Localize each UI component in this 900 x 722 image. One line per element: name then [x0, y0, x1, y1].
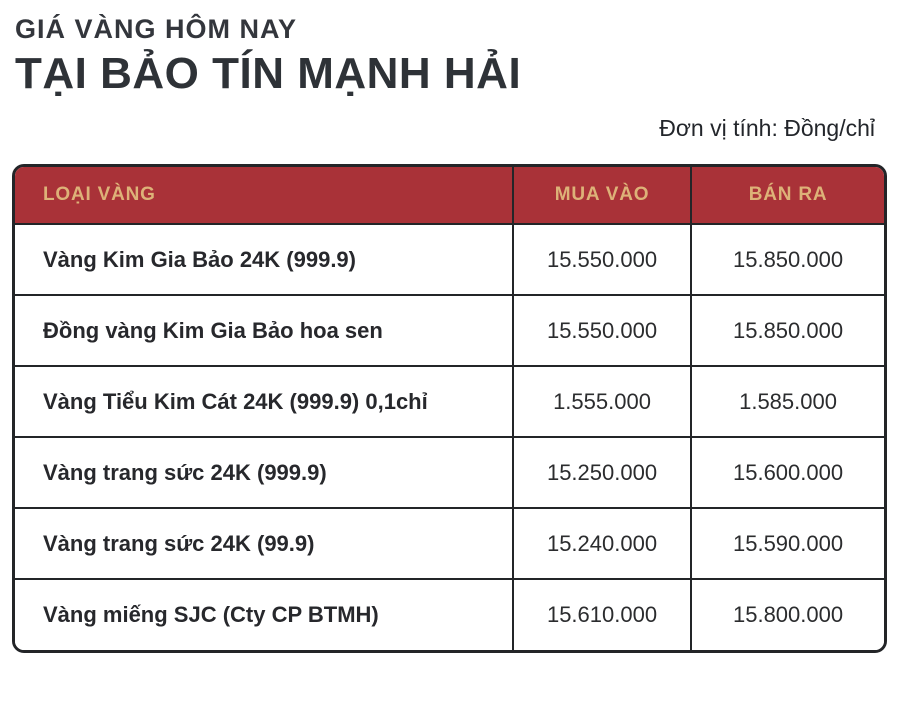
item-name-cell: Vàng trang sức 24K (999.9) [15, 437, 513, 508]
column-header-loai-vang: LOẠI VÀNG [15, 167, 513, 224]
table-row [15, 224, 884, 295]
table-row [15, 437, 884, 508]
table-row [15, 579, 884, 650]
buy-price-cell: 1.555.000 [513, 366, 691, 437]
item-name-cell: Vàng Kim Gia Bảo 24K (999.9) [15, 224, 513, 295]
page-title-line2: TẠI BẢO TÍN MẠNH HẢI [15, 49, 522, 98]
sell-price-cell: 15.600.000 [691, 437, 884, 508]
buy-price-cell: 15.250.000 [513, 437, 691, 508]
table-row [15, 366, 884, 437]
sell-price-cell: 15.850.000 [691, 295, 884, 366]
page [0, 14, 900, 722]
page-title-line1: GIÁ VÀNG HÔM NAY [15, 14, 298, 44]
item-name-cell: Vàng miếng SJC (Cty CP BTMH) [15, 579, 513, 650]
table-row [15, 295, 884, 366]
column-header-mua-vao: MUA VÀO [513, 167, 691, 224]
table-row [15, 508, 884, 579]
gold-price-table [15, 167, 884, 650]
item-name-cell: Vàng trang sức 24K (99.9) [15, 508, 513, 579]
sell-price-cell: 15.590.000 [691, 508, 884, 579]
sell-price-cell: 15.850.000 [691, 224, 884, 295]
sell-price-cell: 15.800.000 [691, 579, 884, 650]
buy-price-cell: 15.550.000 [513, 224, 691, 295]
column-header-ban-ra: BÁN RA [691, 167, 884, 224]
price-table-body [15, 224, 884, 650]
item-name-cell: Đồng vàng Kim Gia Bảo hoa sen [15, 295, 513, 366]
buy-price-cell: 15.610.000 [513, 579, 691, 650]
buy-price-cell: 15.240.000 [513, 508, 691, 579]
unit-note: Đơn vị tính: Đồng/chỉ [659, 115, 875, 141]
price-table [12, 164, 887, 653]
table-header-row [15, 167, 884, 224]
buy-price-cell: 15.550.000 [513, 295, 691, 366]
sell-price-cell: 1.585.000 [691, 366, 884, 437]
item-name-cell: Vàng Tiểu Kim Cát 24K (999.9) 0,1chỉ [15, 366, 513, 437]
